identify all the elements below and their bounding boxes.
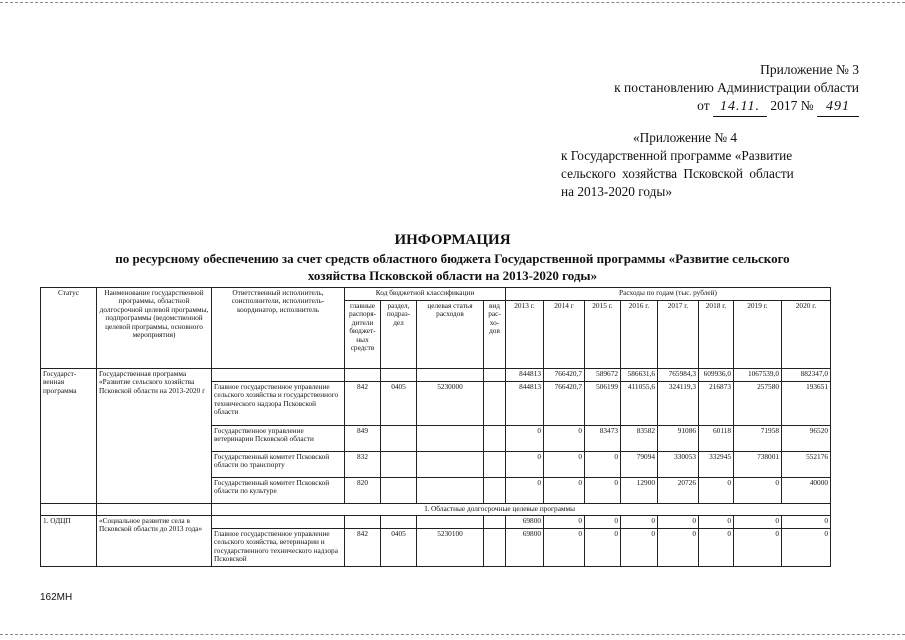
table-row: 1. ОДЦП «Социальное развитие села в Псковской области до 2013 года» 69800 0 0 0 0 0 0 0 [41, 516, 831, 529]
document-subtitle-2: хозяйства Псковской области на 2013-2020 годы» [307, 268, 598, 283]
header-budget-code: Код бюджетной классификации [345, 288, 506, 301]
appendix-4-block: «Приложение № 4 к Государственной программе «Развитие сельского хозяйства Псковской области на 2013-2020 годы» [561, 129, 861, 201]
table-row: Главное государственное управление сельского хозяйства и государственного технического надзора Псковской области 842 0405 5230000 844813 766420,7 506199 411055,6 324119,3 216873 257580 193651 [41, 382, 831, 426]
document-title: ИНФОРМАЦИЯ [394, 232, 511, 248]
handwritten-date: 14.11. [713, 98, 767, 117]
appendix-3-date-line: от 14.11. 2017 № 491 [539, 97, 859, 117]
program-name: Государственная программа «Развитие сельского хозяйства Псковской области на 2013-2020 г [97, 369, 212, 504]
header-year: 2013 г. [506, 301, 544, 369]
table-section-row [41, 504, 831, 516]
header-year: 2017 г. [658, 301, 699, 369]
header-section: раздел, подраз-дел [381, 301, 417, 369]
header-year: 2015 г. [585, 301, 621, 369]
program-status: Государст-венная программа [41, 369, 97, 504]
header-executor: Ответственный исполнитель, соисполнители, исполнитель-координатор, исполнитель [212, 288, 345, 369]
scan-bottom-edge [0, 634, 905, 635]
table-row: Государственное управление ветеринарии Псковской области 849 0 0 83473 83582 91086 60118 71958 96520 [41, 426, 831, 452]
appendix-3-title: Приложение № 3 [760, 62, 859, 77]
table-row: Государст-венная программа Государственная программа «Развитие сельского хозяйства Псковской области на 2013-2020 г 844813 766420,7 589672 586631,6 765984,3 609936,0 1067539,0 882347,0 [41, 369, 831, 382]
odcp-name: «Социальное развитие села в Псковской области до 2013 года» [97, 516, 212, 567]
section-title: I. Областные долгосрочные целевые программы [212, 504, 831, 516]
appendix-3-block [539, 61, 859, 117]
handwritten-number: 491 [817, 98, 859, 117]
table-row: Государственный комитет Псковской области по культуре 820 0 0 0 12900 20726 0 0 40000 [41, 478, 831, 504]
header-expenses: Расходы по годам (тыс. рублей) [506, 288, 831, 301]
header-name: Наименование государственной программы, областной долгосрочной целевой программы, подпрограммы (ведомственной целевой программы, основного мероприятия) [97, 288, 212, 369]
footer-code: 162МН [40, 592, 73, 603]
table-row: Государственный комитет Псковской области по транспорту 832 0 0 0 79094 330053 332945 738001 552176 [41, 452, 831, 478]
header-type: вид рас-хо-дов [484, 301, 506, 369]
table-row: Главное государственное управление сельского хозяйства, ветеринарии и государственного технического надзора Псковской 842 0405 5230100 69800 0 0 0 0 0 0 0 [41, 529, 831, 567]
header-status: Статус [41, 288, 97, 369]
header-year: 2019 г. [734, 301, 782, 369]
appendix-3-basis: к постановлению Администрации области [614, 80, 859, 95]
header-year: 2016 г. [621, 301, 658, 369]
document-subtitle-1: по ресурсному обеспечению за счет средств областного бюджета Государственной программы «Развитие сельского [115, 251, 790, 266]
appendix-4-title: «Приложение № 4 [633, 130, 737, 145]
scan-top-edge [0, 2, 905, 3]
header-target: целевая статья расходов [417, 301, 484, 369]
odcp-status: 1. ОДЦП [41, 516, 97, 567]
resource-table [40, 287, 831, 567]
header-year: 2014 г [544, 301, 585, 369]
header-year: 2020 г. [782, 301, 831, 369]
header-year: 2018 г. [699, 301, 734, 369]
header-grbs: главные распоря-дители бюджет-ных средств [345, 301, 381, 369]
